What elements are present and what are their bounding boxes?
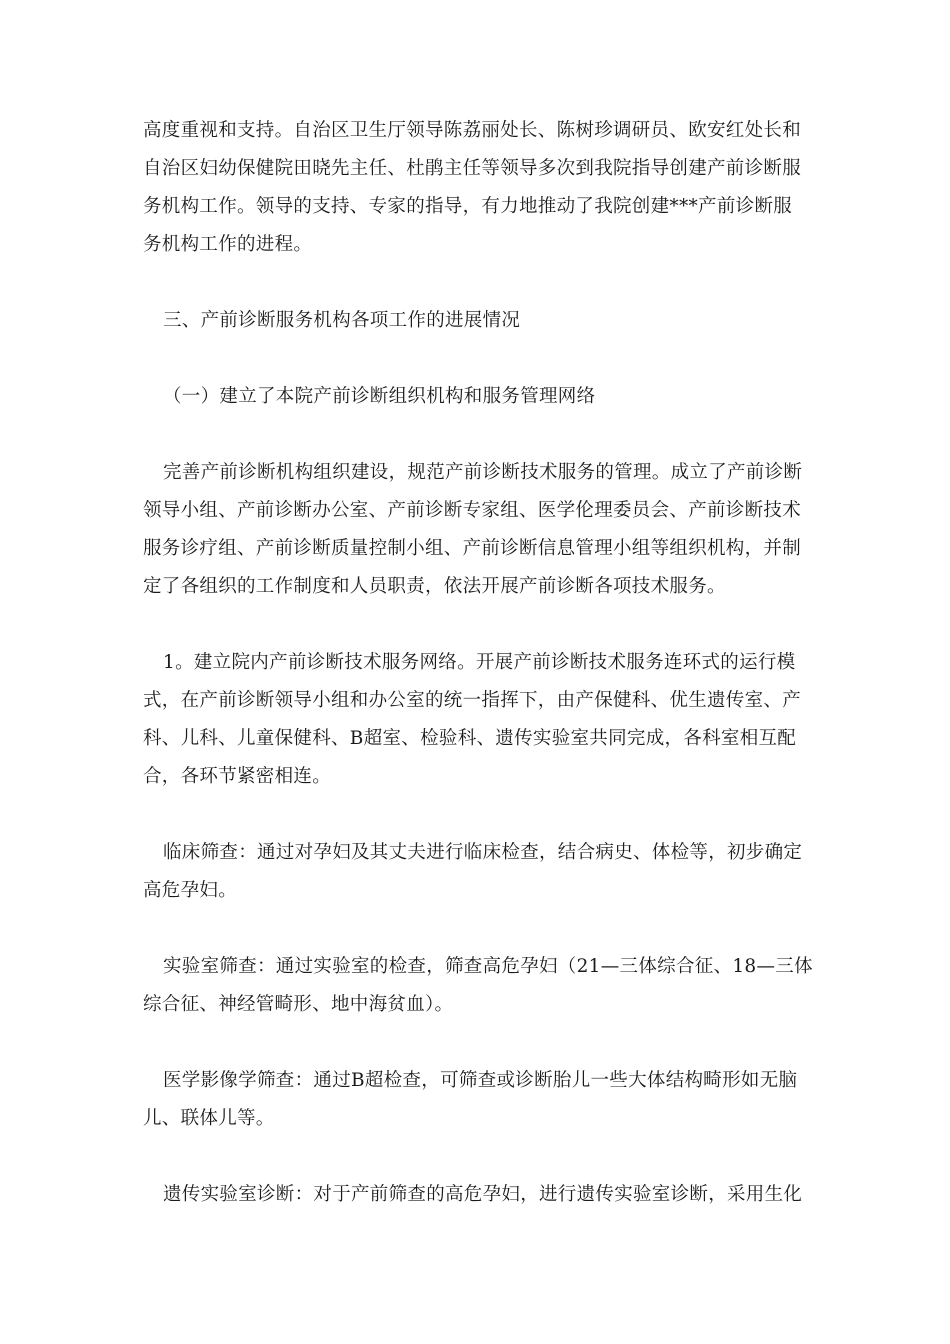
paragraph-clinical-screening [143,834,808,910]
text-line: 合，各环节紧密相连。 [143,766,332,787]
text-line: 医学影像学筛查：通过B超检查，可筛查或诊断胎儿一些大体结构畸形如无脑 [163,1070,798,1091]
text-line: 服务诊疗组、产前诊断质量控制小组、产前诊断信息管理小组等组织机构，并制 [143,538,802,559]
text-line: 定了各组织的工作制度和人员职责，依法开展产前诊断各项技术服务。 [143,576,726,597]
text-line: 高危孕妇。 [143,880,238,901]
paragraph-network [143,644,808,796]
paragraph-gap [143,910,808,948]
subsection-heading: （一）建立了本院产前诊断组织机构和服务管理网络 [163,386,596,407]
text-line: 1。建立院内产前诊断技术服务网络。开展产前诊断技术服务连环式的运行模 [163,652,796,673]
paragraph-imaging-screening [143,1062,808,1138]
paragraph-gap [143,796,808,834]
paragraph-organization [143,454,808,606]
paragraph-support [143,112,808,264]
text-line: 科、儿科、儿童保健科、B超室、检验科、遗传实验室共同完成，各科室相互配 [143,728,797,749]
text-line: 临床筛查：通过对孕妇及其丈夫进行临床检查，结合病史、体检等，初步确定 [163,842,803,863]
document-page [143,112,813,1214]
paragraph-lab-screening [143,948,813,1024]
text-line: 务机构工作的进程。 [143,234,313,255]
text-line: 领导小组、产前诊断办公室、产前诊断专家组、医学伦理委员会、产前诊断技术 [143,500,802,521]
text-line: 完善产前诊断机构组织建设，规范产前诊断技术服务的管理。成立了产前诊断 [163,462,803,483]
text-line: 实验室筛查：通过实验室的检查，筛查高危孕妇（21—三体综合征、18—三体 [163,956,813,977]
paragraph-gap [143,416,808,454]
paragraph-gap [143,606,808,644]
text-line: 儿、联体儿等。 [143,1108,275,1129]
text-line: 高度重视和支持。自治区卫生厅领导陈荔丽处长、陈树珍调研员、欧安红处长和 [143,120,802,141]
text-line: 遗传实验室诊断：对于产前筛查的高危孕妇，进行遗传实验室诊断，采用生化 [163,1184,803,1205]
text-line: 式，在产前诊断领导小组和办公室的统一指挥下，由产保健科、优生遗传室、产 [143,690,802,711]
paragraph-genetic-lab [143,1176,808,1214]
text-line: 自治区妇幼保健院田晓先主任、杜鹃主任等领导多次到我院指导创建产前诊断服 [143,158,802,179]
paragraph-gap [143,340,808,378]
paragraph-gap [143,1024,808,1062]
paragraph-gap [143,1138,808,1176]
text-line: 务机构工作。领导的支持、专家的指导，有力地推动了我院创建***产前诊断服 [143,196,793,217]
paragraph-gap [143,264,808,302]
text-line: 综合征、神经管畸形、地中海贫血）。 [143,994,454,1015]
section-heading: 三、产前诊断服务机构各项工作的进展情况 [163,310,521,331]
